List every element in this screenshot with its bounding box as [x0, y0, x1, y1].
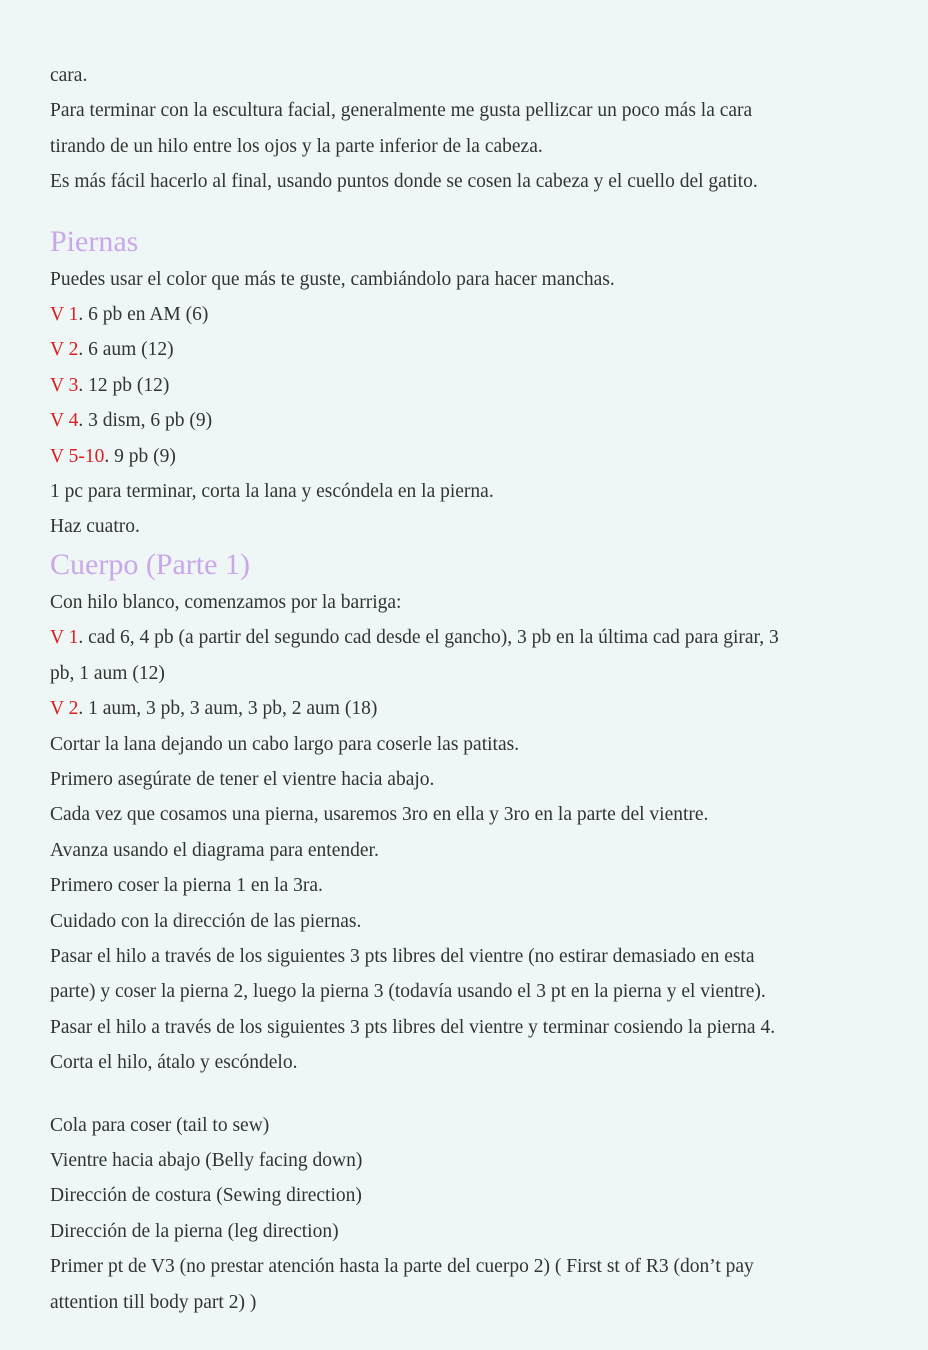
round-instruction: . 6 aum (12): [78, 339, 174, 361]
round-row: [50, 620, 880, 655]
legend-item: Cola para coser (tail to sew): [50, 1114, 270, 1136]
section-intro: Con hilo blanco, comenzamos por la barriga:: [50, 591, 402, 613]
round-label: V 4: [50, 410, 79, 432]
round-instruction: . 12 pb (12): [78, 374, 170, 396]
paragraph-line: Es más fácil hacerlo al final, usando puntos donde se cosen la cabeza y el cuello del gatito.: [50, 171, 758, 193]
pattern-document: [50, 58, 880, 1320]
paragraph-line: Primero asegúrate de tener el vientre hacia abajo.: [50, 768, 435, 790]
round-row: [50, 691, 880, 726]
round-label: V 2: [50, 339, 79, 361]
section-heading-piernas: Piernas: [50, 224, 139, 258]
round-row: [50, 297, 880, 332]
paragraph-line: cara.: [50, 65, 88, 86]
round-instruction: . cad 6, 4 pb (a partir del segundo cad desde el gancho), 3 pb en la última cad para girar, 3: [78, 627, 779, 649]
paragraph-line: Pasar el hilo a través de los siguientes 3 pts libres del vientre (no estirar demasiado en esta: [50, 945, 755, 967]
round-row: [50, 439, 880, 474]
paragraph-line: tirando de un hilo entre los ojos y la parte inferior de la cabeza.: [50, 135, 543, 157]
piernas-section: [50, 222, 880, 545]
legend-item: Primer pt de V3 (no prestar atención hasta la parte del cuerpo 2) ( First st of R3 (don’t pay: [50, 1256, 754, 1278]
paragraph-line: Cada vez que cosamos una pierna, usaremos 3ro en ella y 3ro en la parte del vientre.: [50, 804, 709, 826]
round-instruction: . 1 aum, 3 pb, 3 aum, 3 pb, 2 aum (18): [78, 698, 378, 720]
cuerpo-section: [50, 545, 880, 1320]
section-heading-cuerpo: Cuerpo (Parte 1): [50, 547, 250, 581]
round-instruction-continued: pb, 1 aum (12): [50, 662, 165, 684]
round-row: [50, 332, 880, 367]
paragraph-line: 1 pc para terminar, corta la lana y escóndela en la pierna.: [50, 481, 494, 503]
legend-item: Dirección de costura (Sewing direction): [50, 1185, 362, 1207]
round-instruction: . 9 pb (9): [104, 445, 176, 467]
round-label: V 5-10: [50, 445, 105, 467]
round-row: [50, 403, 880, 438]
section-intro: Puedes usar el color que más te guste, cambiándolo para hacer manchas.: [50, 268, 615, 290]
round-row: [50, 368, 880, 403]
round-label: V 2: [50, 698, 79, 720]
round-label: V 3: [50, 374, 79, 396]
paragraph-line: Pasar el hilo a través de los siguientes 3 pts libres del vientre y terminar cosiendo la pierna 4.: [50, 1016, 776, 1038]
paragraph-line: Cortar la lana dejando un cabo largo para coserle las patitas.: [50, 733, 520, 755]
paragraph-line: Cuidado con la dirección de las piernas.: [50, 910, 362, 932]
paragraph-line: Para terminar con la escultura facial, generalmente me gusta pellizcar un poco más la cara: [50, 100, 753, 122]
intro-section: [50, 58, 880, 200]
paragraph-line: Avanza usando el diagrama para entender.: [50, 839, 379, 861]
round-instruction: . 3 dism, 6 pb (9): [78, 410, 213, 432]
legend-item: attention till body part 2) ): [50, 1291, 257, 1313]
round-instruction: . 6 pb en AM (6): [78, 304, 209, 326]
paragraph-line: Haz cuatro.: [50, 516, 140, 538]
round-label: V 1: [50, 304, 79, 326]
legend-item: Vientre hacia abajo (Belly facing down): [50, 1149, 363, 1171]
paragraph-line: Corta el hilo, átalo y escóndelo.: [50, 1052, 298, 1074]
legend-item: Dirección de la pierna (leg direction): [50, 1220, 339, 1242]
paragraph-line: Primero coser la pierna 1 en la 3ra.: [50, 875, 323, 897]
diagram-legend: [50, 1108, 880, 1320]
paragraph-line: parte) y coser la pierna 2, luego la pierna 3 (todavía usando el 3 pt en la pierna y el vientre).: [50, 981, 766, 1003]
round-label: V 1: [50, 627, 79, 649]
